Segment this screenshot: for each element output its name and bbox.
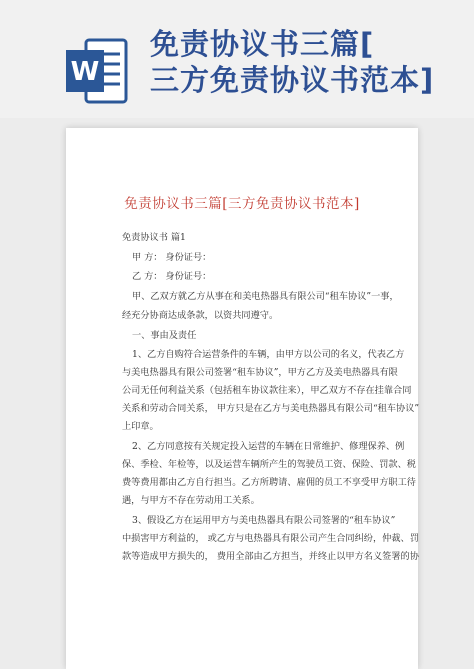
document-page: [66, 128, 418, 669]
paragraph-line: 公司无任何利益关系（包括租车协议款往来），甲乙双方不存在挂靠合同: [122, 385, 412, 396]
paragraph-line: 费等费用都由乙方自行担当。乙方所聘请、雇佣的员工不享受甲方职工待: [122, 477, 416, 488]
section-heading: 免责协议书 篇1: [122, 232, 186, 243]
word-document-icon: [66, 38, 128, 104]
party-a-line: 甲 方： 身份证号：: [132, 252, 212, 263]
word-icon-letter: W: [70, 57, 100, 87]
paragraph-line: 甲、乙双方就乙方从事在和美电热器具有限公司“租车协议”一事，: [132, 291, 399, 302]
paragraph-line: 经充分协商达成条款，以资共同遵守。: [122, 310, 279, 321]
paragraph-line: 3、假设乙方在运用甲方与美电热器具有限公司签署的“租车协议”: [132, 515, 396, 526]
party-b-line: 乙 方： 身份证号：: [132, 271, 212, 282]
paragraph-line: 2、乙方同意按有关规定投入运营的车辆在日常维护、修理保养、例: [132, 441, 405, 452]
paragraph-line: 遇，与甲方不存在劳动用工关系。: [122, 495, 260, 506]
clause-heading: 一、事由及责任: [132, 330, 197, 341]
paragraph-line: 1、乙方自购符合运营条件的车辆，由甲方以公司的名义，代表乙方: [132, 349, 405, 360]
paragraph-line: 上印章。: [122, 421, 159, 432]
banner-title-line-2: 三方免责协议书范本]: [150, 63, 435, 97]
banner-title-line-1: 免责协议书三篇[: [150, 27, 375, 61]
paragraph-line: 保、季检、年检等，以及运营车辆所产生的驾驶员工资、保险、罚款、税: [122, 459, 416, 470]
document-title: 免责协议书三篇[三方免责协议书范本]: [124, 196, 360, 212]
banner: [0, 0, 474, 118]
paragraph-line: 关系和劳动合同关系， 甲方只是在乙方与美电热器具有限公司“租车协议”: [122, 403, 420, 414]
paragraph-line: 款等造成甲方损失的， 费用全部由乙方担当，并终止以甲方名义签署的协: [122, 551, 419, 562]
paragraph-line: 与美电热器具有限公司签署“租车协议”，甲方乙方及美电热器具有限: [122, 367, 398, 378]
paragraph-line: 中损害甲方利益的， 或乙方与电热器具有限公司产生合同纠纷，仲裁、罚: [122, 533, 419, 544]
